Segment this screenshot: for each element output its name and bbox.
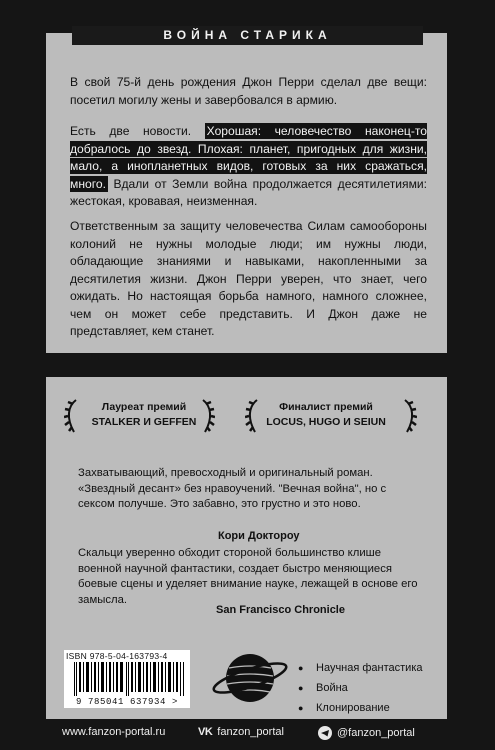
award-finalist — [256, 400, 396, 438]
news-after: Вдали от Земли война продолжается десятилетиями: жестокая, кровавая, неизменная. — [70, 176, 427, 208]
laurel-right-icon — [403, 398, 417, 434]
quote-doctorow: Захватывающий, превосходный и оригинальный роман. «Звездный десант» без нравоучений. "Вечная война", но с сексом получше. Это забавно, это грустно и это ново. — [78, 467, 387, 511]
barcode-bars-icon — [74, 662, 186, 696]
news-highlight: Хорошая: человечество наконец-то добралось до звезд. Плохая: планет, пригодных для жизни, мало, а инопланетных видов, готовых за них сражаться, много. — [70, 124, 427, 191]
footer-site[interactable]: www.fanzon-portal.ru — [62, 726, 166, 738]
footer-telegram[interactable] — [318, 726, 415, 740]
footer-telegram-label: @fanzon_portal — [337, 727, 415, 739]
footer-vk[interactable] — [198, 726, 284, 738]
vk-icon: VK — [198, 726, 213, 738]
genre-item: ● Война — [298, 678, 423, 698]
defense-paragraph: Ответственным за защиту человечества Силам самообороны колоний не нужны молодые люди; им нужны люди, обладающие знаниями и навыками, накопленными за десятилетия жизни. Джон Перри уверен, что знает, чего ожидать. Но настоящая борьба намного, намного сложнее, чем он может себе представить. И Джон даже не представляет, кем станет. — [70, 219, 427, 338]
award-laureate — [74, 400, 214, 438]
news-before: Есть две новости. — [70, 124, 205, 138]
genre-item: ● Научная фантастика — [298, 658, 423, 678]
news-paragraph — [70, 123, 427, 211]
genre-list — [298, 658, 423, 718]
planet-icon — [211, 646, 289, 710]
award-finalist-line2: LOCUS, HUGO И SEIUN — [266, 416, 386, 428]
laurel-right-icon — [201, 398, 215, 434]
award-finalist-line1: Финалист премий — [279, 401, 373, 413]
book-title: ВОЙНА СТАРИКА — [72, 26, 423, 45]
genre-item: ● Клонирование — [298, 698, 423, 718]
footer-vk-label: fanzon_portal — [217, 726, 284, 738]
intro-paragraph: В свой 75-й день рождения Джон Перри сделал две вещи: посетил могилу жены и завербовался в армию. — [70, 75, 427, 107]
isbn-text: ISBN 978-5-04-163793-4 — [66, 651, 168, 661]
barcode — [64, 650, 190, 708]
quote-sf-chronicle: Скальци уверенно обходит стороной большинство клише военной научной фантастики, создает быстро меняющиеся боевые сцены и уделяет внимание науке, лежащей в основе его замысла. — [78, 547, 418, 607]
quote-author-doctorow: Кори Доктороу — [218, 530, 300, 542]
award-laureate-line2: STALKER И GEFFEN — [91, 416, 197, 428]
barcode-number: 9 785041 637934 > — [75, 697, 178, 707]
award-laureate-line1: Лауреат премий — [101, 401, 187, 413]
quote-author-sf-chronicle: San Francisco Chronicle — [216, 604, 345, 616]
telegram-icon — [318, 726, 332, 740]
